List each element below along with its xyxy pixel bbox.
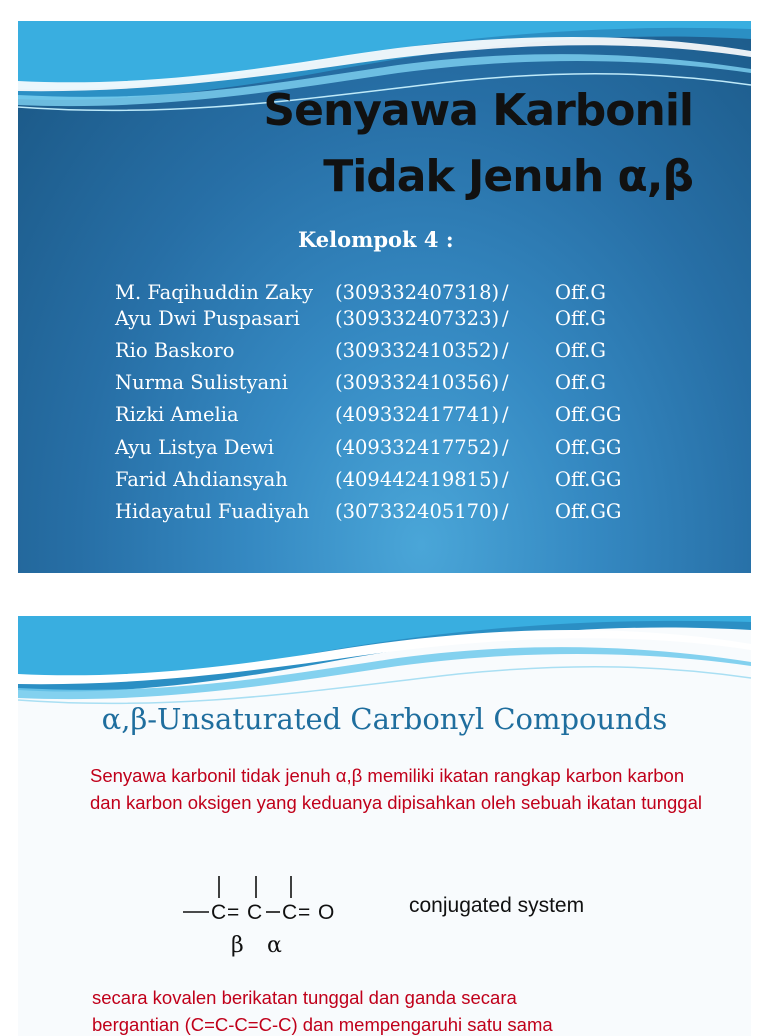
member-separator: / <box>502 371 509 394</box>
member-nrp: (409332417752) <box>335 436 500 459</box>
slide-title-line2: Tidak Jenuh α,β <box>323 151 693 202</box>
member-class: Off.GG <box>555 436 622 459</box>
member-name: Hidayatul Fuadiyah <box>115 500 310 523</box>
member-separator: / <box>502 500 509 523</box>
member-nrp: (307332405170) <box>335 500 500 523</box>
member-name: Nurma Sulistyani <box>115 371 288 394</box>
atom-c3: C <box>282 901 298 924</box>
member-name: Ayu Listya Dewi <box>115 436 275 459</box>
member-name: Rio Baskoro <box>115 339 235 362</box>
explanation-line1: secara kovalen berikatan tunggal dan ganda secara <box>92 987 517 1008</box>
slide-title <box>18 21 751 573</box>
member-separator: / <box>502 307 509 330</box>
group-label: Kelompok 4 : <box>298 227 454 252</box>
atom-c2: C <box>247 901 263 924</box>
slide-subtitle: α,β-Unsaturated Carbonyl Compounds <box>101 702 668 736</box>
member-nrp: (409332417741) <box>335 403 500 426</box>
member-name: Rizki Amelia <box>115 403 239 426</box>
member-nrp: (309332410356) <box>335 371 500 394</box>
member-nrp: (409442419815) <box>335 468 500 491</box>
conjugated-label: conjugated system <box>409 894 585 917</box>
member-class: Off.GG <box>555 403 622 426</box>
member-name: Ayu Dwi Puspasari <box>115 307 300 330</box>
atom-o: O <box>318 901 335 924</box>
member-class: Off.G <box>555 371 606 394</box>
member-class: Off.GG <box>555 500 622 523</box>
alpha-label: α <box>267 933 282 958</box>
member-class: Off.GG <box>555 468 622 491</box>
member-nrp: (309332410352) <box>335 339 500 362</box>
member-separator: / <box>502 468 509 491</box>
explanation-line2: bergantian (C=C-C=C-C) dan mempengaruhi satu sama <box>92 1014 553 1035</box>
member-class: Off.G <box>555 281 606 304</box>
conjugated-structure-formula <box>163 852 383 962</box>
slide-title-line1: Senyawa Karbonil <box>263 85 693 136</box>
member-separator: / <box>502 436 509 459</box>
member-nrp: (309332407318) <box>335 281 500 304</box>
svg-text:=: = <box>227 901 240 924</box>
member-separator: / <box>502 339 509 362</box>
definition-paragraph: Senyawa karbonil tidak jenuh α,β memiliki ikatan rangkap karbon karbon dan karbon oksigen yang keduanya dipisahkan oleh sebuah ikatan tunggal <box>90 765 702 813</box>
member-nrp: (309332407323) <box>335 307 500 330</box>
slide-content <box>18 616 751 1036</box>
explanation-paragraph <box>92 984 712 1036</box>
member-separator: / <box>502 281 509 304</box>
member-separator: / <box>502 403 509 426</box>
member-class: Off.G <box>555 339 606 362</box>
atom-c1: C <box>211 901 227 924</box>
member-name: Farid Ahdiansyah <box>115 468 288 491</box>
beta-label: β <box>231 933 244 958</box>
svg-text:=: = <box>298 901 311 924</box>
member-name: M. Faqihuddin Zaky <box>115 281 313 304</box>
member-class: Off.G <box>555 307 606 330</box>
